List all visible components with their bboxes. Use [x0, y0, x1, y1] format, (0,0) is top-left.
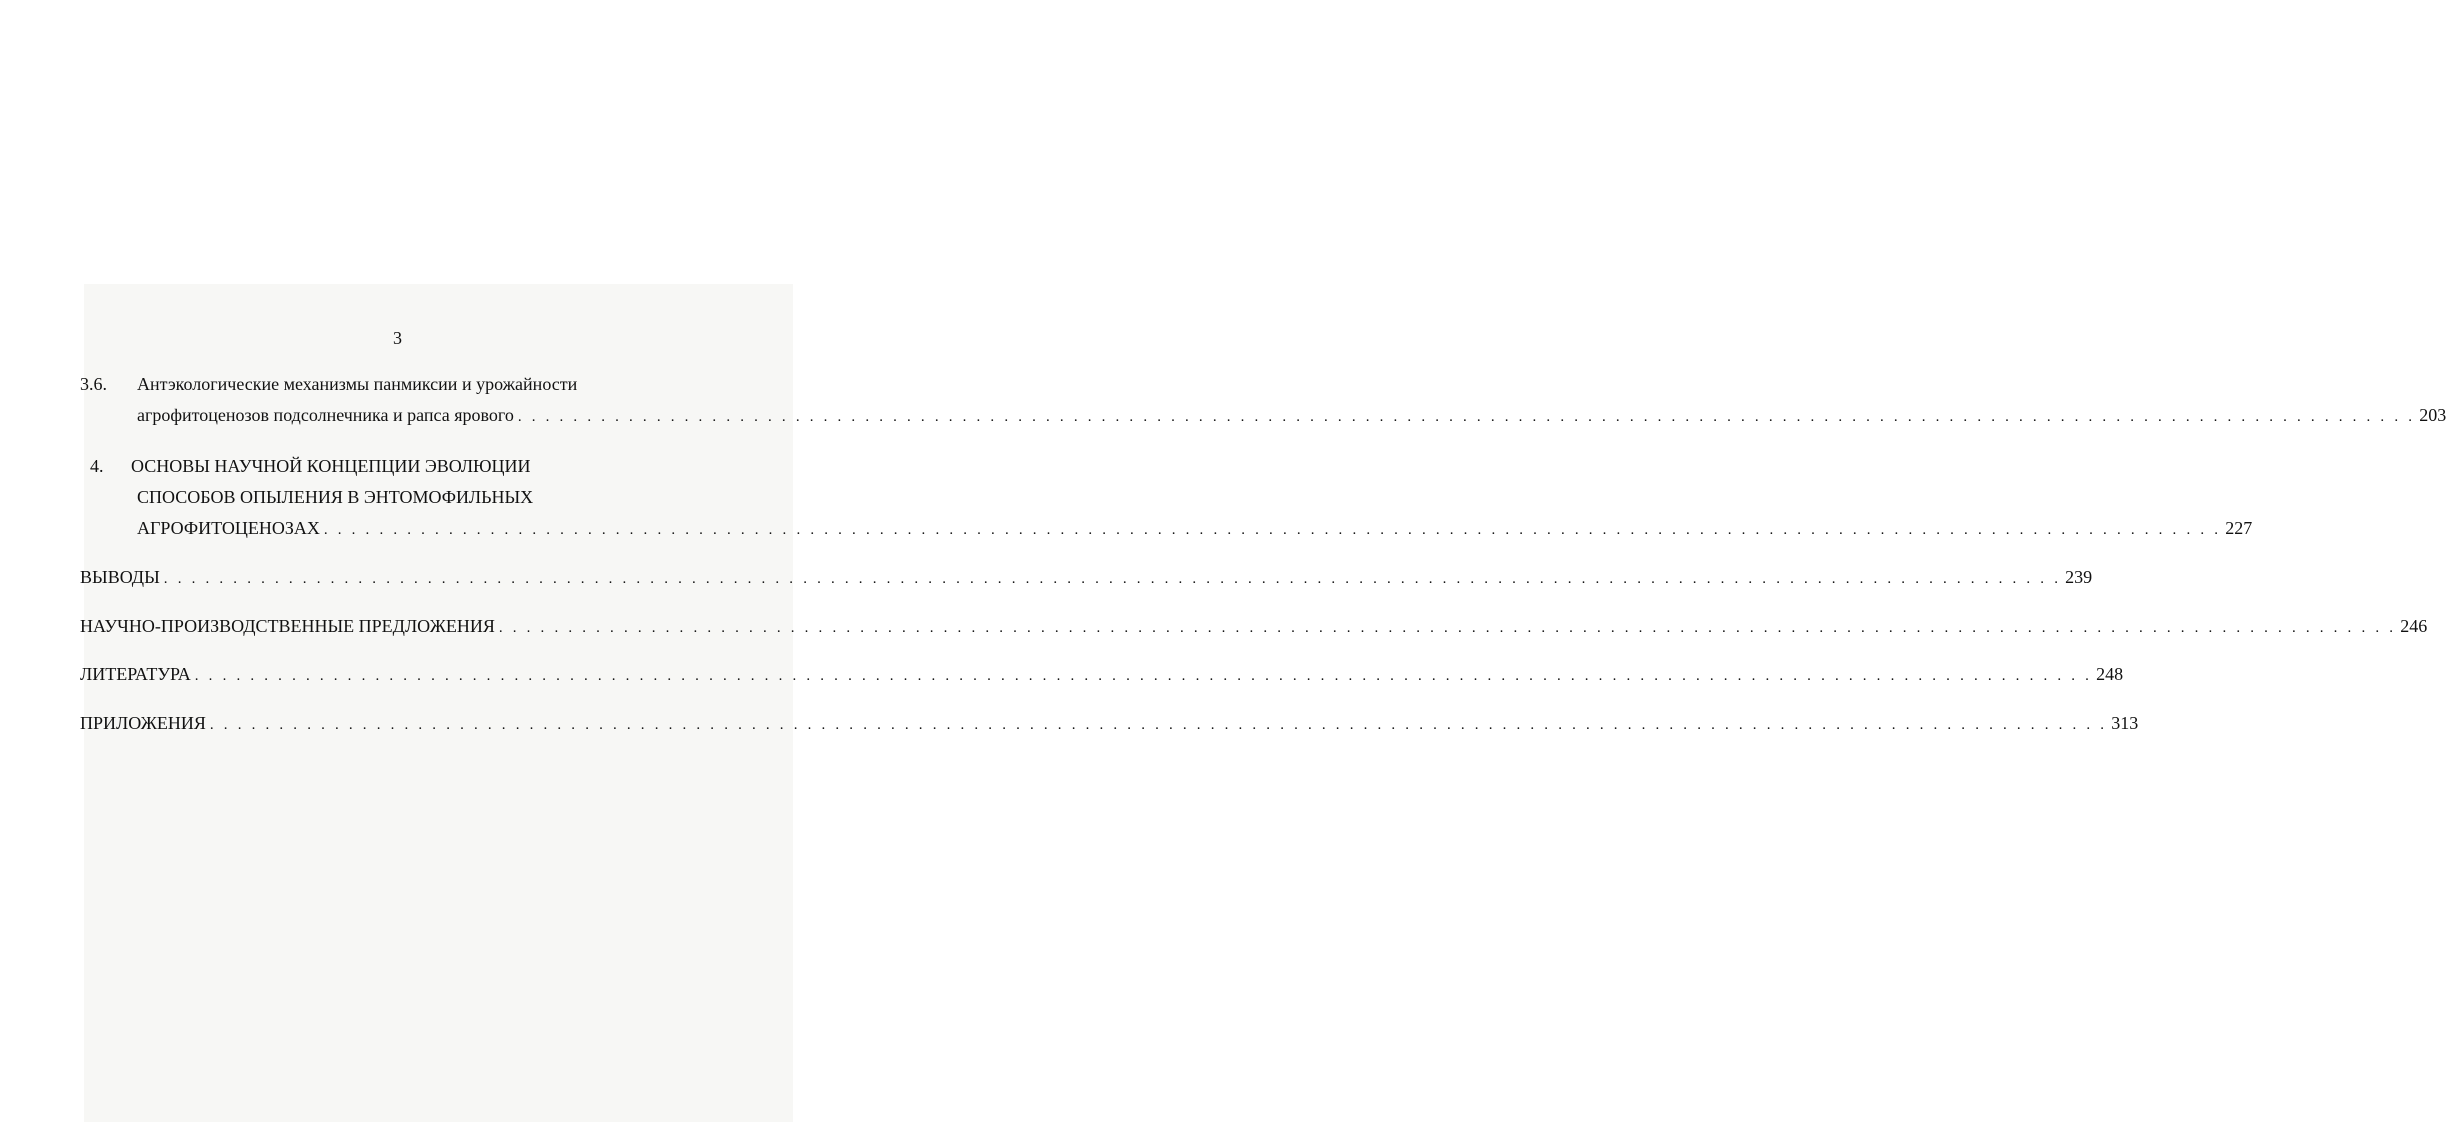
- toc-entry-page: 203: [2419, 405, 2446, 425]
- toc-entry-title: ЛИТЕРАТУРА: [80, 664, 191, 684]
- toc-entry-page: 313: [2111, 713, 2139, 733]
- dot-leader: . . . . . . . . . . . . . . . . . . . . . . . . . . . . . . . . . . . . . . . . . . . . . . . . . . . . . . . . . . . . . . . . . . . . . . . . . . . . . . . . . . . . . . . . . . . . . . . . . . . . . . . . . . . . . . . . . . . . . . . . . . . . . . . . . . . . . . . . .: [498, 620, 2397, 636]
- toc-entry-page: 246: [2400, 616, 2428, 636]
- toc-entry-number: 3.6.: [80, 374, 107, 394]
- toc-entry-title-line: АГРОФИТОЦЕНОЗАХ: [137, 518, 320, 538]
- page-number: 3: [393, 328, 402, 348]
- toc-entry-title: НАУЧНО-ПРОИЗВОДСТВЕННЫЕ ПРЕДЛОЖЕНИЯ: [80, 616, 495, 636]
- toc-entry-title-line: Антэкологические механизмы панмиксии и урожайности: [137, 374, 578, 394]
- toc-entry-row: [137, 405, 2446, 426]
- toc-entry-page: 248: [2096, 664, 2124, 684]
- dot-leader: . . . . . . . . . . . . . . . . . . . . . . . . . . . . . . . . . . . . . . . . . . . . . . . . . . . . . . . . . . . . . . . . . . . . . . . . . . . . . . . . . . . . . . . . . . . . . . . . . . . . . . . . . . . . . . . . . . . . . . . . . . . . . . . . . . . . . . . . .: [163, 571, 2062, 587]
- dot-leader: . . . . . . . . . . . . . . . . . . . . . . . . . . . . . . . . . . . . . . . . . . . . . . . . . . . . . . . . . . . . . . . . . . . . . . . . . . . . . . . . . . . . . . . . . . . . . . . . . . . . . . . . . . . . . . . . . . . . . . . . . . . . . . . . . . . . . . . . .: [194, 668, 2093, 684]
- toc-entry-title-line: агрофитоценозов подсолнечника и рапса ярового: [137, 405, 514, 425]
- toc-entry-row: [80, 616, 2428, 637]
- toc-entry-row: [80, 713, 2139, 734]
- toc-entry-title-line: ОСНОВЫ НАУЧНОЙ КОНЦЕПЦИИ ЭВОЛЮЦИИ: [131, 456, 531, 476]
- toc-entry-row: [137, 518, 2253, 539]
- toc-entry-title-line: СПОСОБОВ ОПЫЛЕНИЯ В ЭНТОМОФИЛЬНЫХ: [137, 487, 534, 507]
- toc-entry-page: 239: [2065, 567, 2093, 587]
- dot-leader: . . . . . . . . . . . . . . . . . . . . . . . . . . . . . . . . . . . . . . . . . . . . . . . . . . . . . . . . . . . . . . . . . . . . . . . . . . . . . . . . . . . . . . . . . . . . . . . . . . . . . . . . . . . . . . . . . . . . . . . . . . . . . . . . . . . . . . . . .: [517, 409, 2416, 425]
- dot-leader: . . . . . . . . . . . . . . . . . . . . . . . . . . . . . . . . . . . . . . . . . . . . . . . . . . . . . . . . . . . . . . . . . . . . . . . . . . . . . . . . . . . . . . . . . . . . . . . . . . . . . . . . . . . . . . . . . . . . . . . . . . . . . . . . . . . . . . . . .: [323, 522, 2222, 538]
- toc-entry-title: ПРИЛОЖЕНИЯ: [80, 713, 206, 733]
- toc-entry-number: 4.: [90, 456, 104, 476]
- toc-entry-row: [80, 567, 2093, 588]
- dot-leader: . . . . . . . . . . . . . . . . . . . . . . . . . . . . . . . . . . . . . . . . . . . . . . . . . . . . . . . . . . . . . . . . . . . . . . . . . . . . . . . . . . . . . . . . . . . . . . . . . . . . . . . . . . . . . . . . . . . . . . . . . . . . . . . . . . . . . . . . .: [209, 717, 2108, 733]
- toc-entry-page: 227: [2225, 518, 2253, 538]
- toc-entry-row: [80, 664, 2124, 685]
- toc-entry-title: ВЫВОДЫ: [80, 567, 160, 587]
